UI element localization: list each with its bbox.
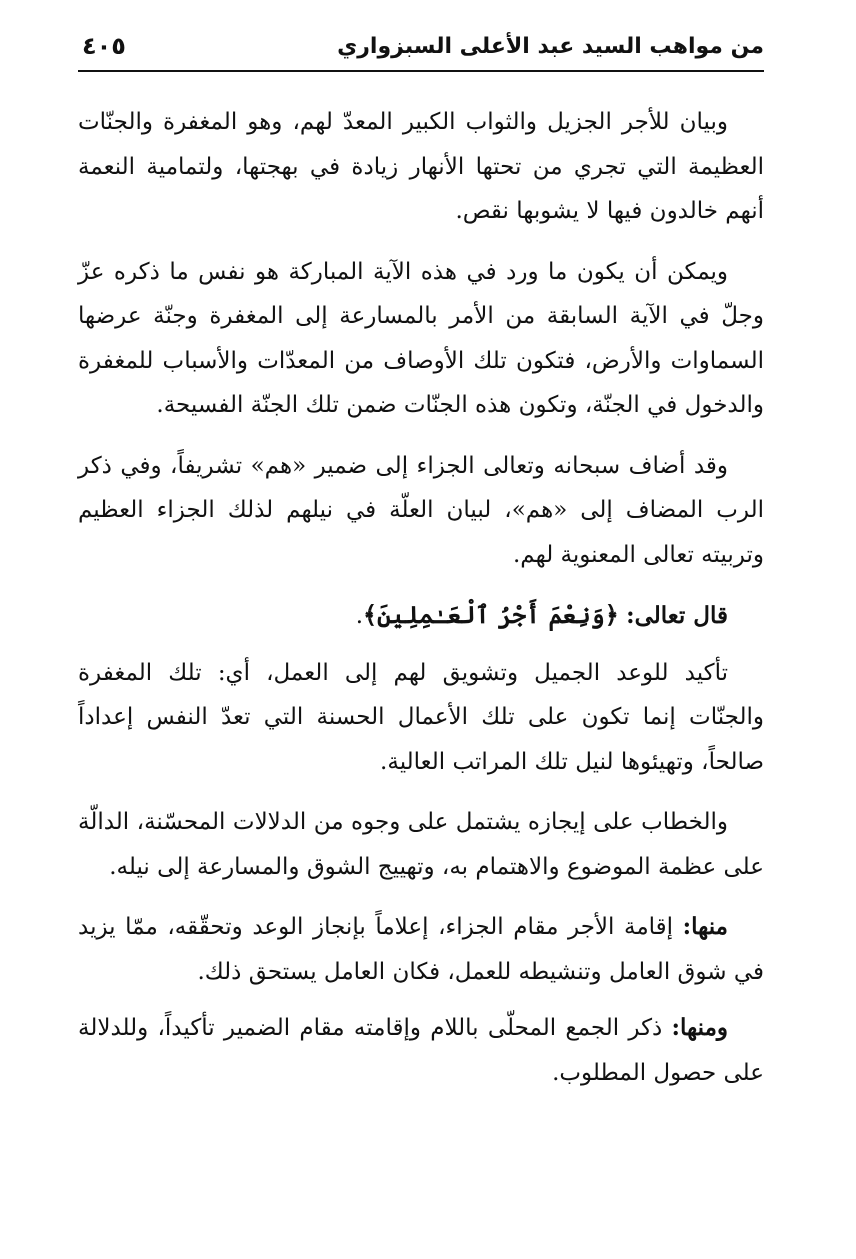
paragraph-8-text: ذكر الجمع المحلّى باللام وإقامته مقام الضمير تأكيداً، وللدلالة على حصول المطلوب.: [78, 1015, 764, 1086]
running-header-title: من مواهب السيد عبد الأعلى السبزواري: [337, 34, 764, 59]
paragraph-8: [78, 1006, 764, 1095]
paragraph-7: [78, 905, 764, 994]
paragraph-1: وبيان للأجر الجزيل والثواب الكبير المعدّ لهم، وهو المغفرة والجنّات العظيمة التي تجري من تحتها الأنهار زيادة في بهجتها، ولتمامية النعمة أنهم خالدون فيها لا يشوبها نقص.: [78, 109, 764, 224]
verse-end: .: [355, 603, 363, 629]
paragraph-6: والخطاب على إيجازه يشتمل على وجوه من الدلالات المحسّنة، الدالّة على عظمة الموضوع والاهتمام به، وتهييج الشوق والمسارعة إلى نيله.: [78, 809, 764, 880]
running-header: [78, 30, 764, 72]
verse-intro-label: قال تعالى:: [626, 602, 728, 629]
paragraph-3: وقد أضاف سبحانه وتعالى الجزاء إلى ضمير «هم» تشريفاً، وفي ذكر الرب المضاف إلى «هم»، لبيان العلّة في نيلهم لذلك الجزاء العظيم وتربيته تعالى المعنوية لهم.: [78, 452, 764, 568]
page-body: [78, 100, 764, 1107]
quran-verse-paragraph: [78, 593, 764, 639]
paragraph-7-label: منها:: [682, 913, 728, 940]
paragraph-2: ويمكن أن يكون ما ورد في هذه الآية المباركة هو نفس ما ذكره عزّ وجلّ في الآية السابقة من الأمر بالمسارعة إلى المغفرة وجنّة عرضها السماوات والأرض، فتكون تلك الأوصاف من المعدّات والأسباب للمغفرة والدخول في الجنّة، وتكون هذه الجنّات ضمن تلك الجنّة الفسيحة.: [78, 258, 764, 418]
paragraph-5: تأكيد للوعد الجميل وتشويق لهم إلى العمل، أي: تلك المغفرة والجنّات إنما تكون على تلك الأعمال الحسنة التي تعدّ النفس إعداداً صالحاً، وتهيئوها لنيل تلك المراتب العالية.: [78, 659, 764, 775]
page-number: ٤٠٥: [82, 32, 126, 60]
paragraph-7-text: إقامة الأجر مقام الجزاء، إعلاماً بإنجاز الوعد وتحقّقه، ممّا يزيد في شوق العامل وتنشيطه للعمل، فكان العامل يستحق ذلك.: [78, 914, 764, 985]
quran-verse: ﴿وَنِعْمَ أَجْرُ ٱلْعَـٰمِلِينَ﴾: [363, 600, 619, 629]
paragraph-8-label: ومنها:: [671, 1014, 728, 1041]
